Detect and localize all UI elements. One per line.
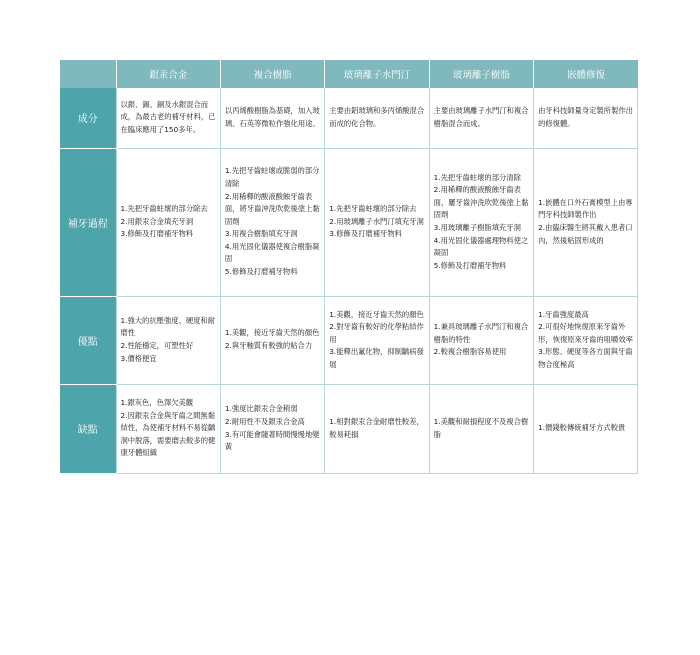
column-header-glass-ionomer-cement: 玻璃離子水門汀 (325, 60, 429, 88)
cell-procedure-glass-ionomer-cement: 1.先把牙齒蛀壞的部分除去 2.用玻璃離子水門汀填充牙洞 3.修飾及打磨補牙物料 (325, 148, 429, 296)
row-disadvantages (60, 384, 638, 473)
cell-disadvantages-inlay: 1.價錢較傳統補牙方式較貴 (534, 384, 638, 473)
row-procedure (60, 148, 638, 296)
row-header-disadvantages: 缺點 (60, 384, 116, 473)
cell-composition-inlay: 由牙科技師量身定製所製作出的修復體。 (534, 88, 638, 148)
cell-disadvantages-composite-resin: 1.強度比銀汞合金稍弱 2.耐用性不及銀汞合金高 3.有可能會隨著時間慢慢地變黃 (220, 384, 324, 473)
row-header-advantages: 優點 (60, 296, 116, 384)
header-row (60, 60, 638, 88)
row-header-composition: 成分 (60, 88, 116, 148)
cell-composition-amalgam: 以銀、錫、銅及水銀混合而成，為最古老的補牙材料，已在臨床應用了150多年。 (116, 88, 220, 148)
column-header-composite-resin: 複合樹脂 (220, 60, 324, 88)
cell-advantages-resin-modified-glass-ionomer: 1.兼具玻璃離子水門汀和複合樹脂的特性 2.較複合樹脂容易使用 (429, 296, 533, 384)
comparison-table (60, 60, 638, 474)
cell-procedure-resin-modified-glass-ionomer: 1.先把牙齒蛀壞的部分清除 2.用稀釋的酸液酸蝕牙齒表面，屢牙齒沖洗吹乾後塗上黏固劑 3.用玻璃離子樹脂填充牙洞 4.用光固化儀器處理物料使之凝固 5.修飾及打磨補牙物料 (429, 148, 533, 296)
corner-cell (60, 60, 116, 88)
cell-composition-resin-modified-glass-ionomer: 主要由玻璃離子水門汀和複合樹脂混合而成。 (429, 88, 533, 148)
cell-disadvantages-resin-modified-glass-ionomer: 1.美觀和耐損程度不及複合樹脂 (429, 384, 533, 473)
column-header-amalgam: 銀汞合金 (116, 60, 220, 88)
column-header-inlay: 嵌體修復 (534, 60, 638, 88)
column-header-resin-modified-glass-ionomer: 玻璃離子樹脂 (429, 60, 533, 88)
cell-advantages-glass-ionomer-cement: 1.美觀，接近牙齒天然的顏色 2.對牙齒有較好的化學粘結作用 3.能釋出氟化物，抑制齲病發展 (325, 296, 429, 384)
cell-composition-composite-resin: 以丙烯酸樹脂為基礎，加入玻璃、石英等微粒作強化用途。 (220, 88, 324, 148)
cell-advantages-composite-resin: 1.美觀，接近牙齒天然的顏色 2.與牙釉質有較強的粘合力 (220, 296, 324, 384)
cell-advantages-inlay: 1.牙齒強度最高 2.可很好地恢復原來牙齒外形，恢復原來牙齒的咀嚼效率 3.形態、硬度等各方面與牙齒物合度極高 (534, 296, 638, 384)
cell-disadvantages-glass-ionomer-cement: 1.相對銀汞合金耐磨性較差，較易耗損 (325, 384, 429, 473)
row-header-procedure: 補牙過程 (60, 148, 116, 296)
row-advantages (60, 296, 638, 384)
cell-procedure-composite-resin: 1.先把牙齒蛀壞或脆弱的部分清除 2.用稀釋的酸液酸蝕牙齒表面，將牙齒沖洗吹乾後塗上黏固劑 3.用複合樹脂填充牙洞 4.用光固化儀器使複合樹脂凝固 5.修飾及打磨補牙物料 (220, 148, 324, 296)
cell-composition-glass-ionomer-cement: 主要由鋁玻璃和多丙烯酸混合而成的化合物。 (325, 88, 429, 148)
cell-procedure-inlay: 1.嵌體在口外石膏模型上由專門牙科技師製作出 2.由臨床醫生將其戴入患者口內，然後粘固形成的 (534, 148, 638, 296)
cell-procedure-amalgam: 1.先把牙齒蛀壞的部分除去 2.用銀汞合金填充牙洞 3.修飾及打磨補牙物料 (116, 148, 220, 296)
cell-advantages-amalgam: 1.強大的抗壓強度、硬度和耐磨性 2.性能穩定，可塑性好 3.價格便宜 (116, 296, 220, 384)
cell-disadvantages-amalgam: 1.銀灰色，色澤欠美觀 2.因銀汞合金與牙齒之間無黏結性，為使補牙材料不易從齲洞中脫落，需要磨去較多的健康牙體組織 (116, 384, 220, 473)
row-composition (60, 88, 638, 148)
